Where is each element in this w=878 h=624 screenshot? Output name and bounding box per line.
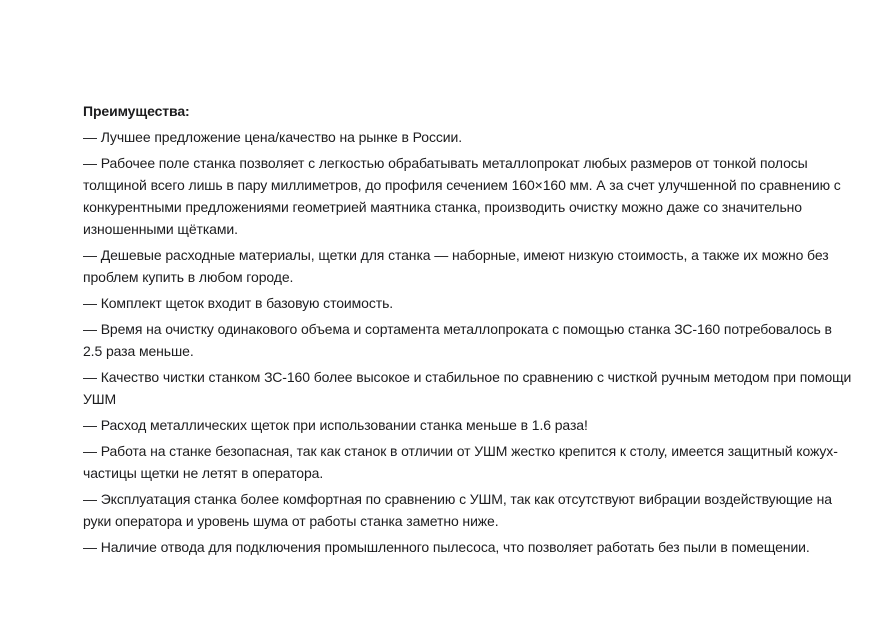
advantages-list xyxy=(83,126,853,558)
advantage-paragraph: — Дешевые расходные материалы, щетки для станка — наборные, имеют низкую стоимость, а также их можно без проблем купить в любом городе. xyxy=(83,247,829,285)
advantage-paragraph: — Наличие отвода для подключения промышленного пылесоса, что позволяет работать без пыли в помещении. xyxy=(83,539,810,555)
advantage-paragraph: — Комплект щеток входит в базовую стоимость. xyxy=(83,295,394,311)
advantage-paragraph: — Лучшее предложение цена/качество на рынке в России. xyxy=(83,129,462,145)
advantage-paragraph: — Время на очистку одинакового объема и сортамента металлопроката с помощью станка ЗС-160 потребовалось в 2.5 раза меньше. xyxy=(83,321,832,359)
advantages-section xyxy=(83,100,853,562)
advantage-paragraph: — Рабочее поле станка позволяет с легкостью обрабатывать металлопрокат любых размеров от тонкой полосы толщиной всего лишь в пару миллиметров, до профиля сечением 160×160 мм. А за счет улучшенной по сравнению с конкурентными предложениями геометрией маятника станка, производить очистку можно даже со значительно изношенными щётками. xyxy=(83,155,841,237)
advantage-paragraph: — Расход металлических щеток при использовании станка меньше в 1.6 раза! xyxy=(83,417,588,433)
advantage-paragraph: — Работа на станке безопасная, так как станок в отличии от УШМ жестко крепится к столу, имеется защитный кожух- частицы щетки не летят в оператора. xyxy=(83,443,838,481)
advantages-heading: Преимущества: xyxy=(83,103,190,119)
advantage-paragraph: — Качество чистки станком ЗС-160 более высокое и стабильное по сравнению с чисткой ручным методом при помощи УШМ xyxy=(83,369,852,407)
advantage-paragraph: — Эксплуатация станка более комфортная по сравнению с УШМ, так как отсутствуют вибрации воздействующие на руки оператора и уровень шума от работы станка заметно ниже. xyxy=(83,491,832,529)
